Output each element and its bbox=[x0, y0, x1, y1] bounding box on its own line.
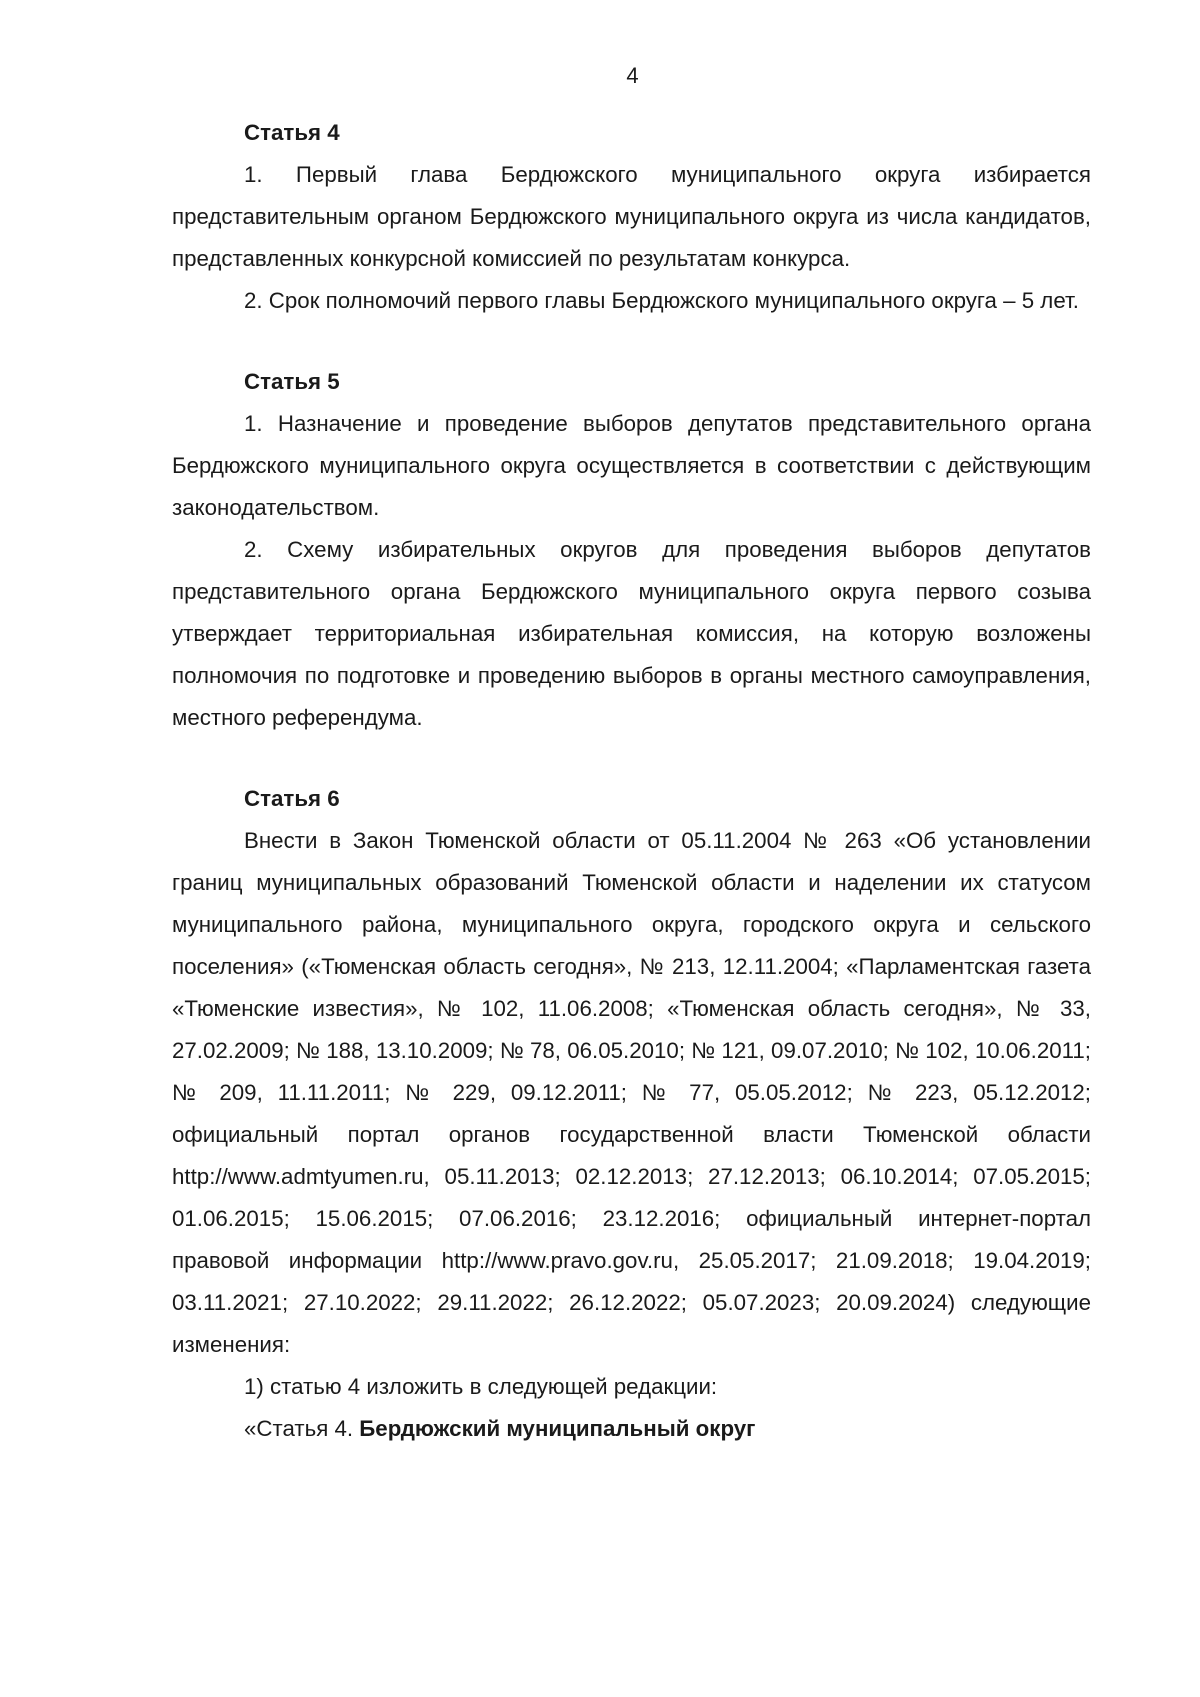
article-6-paragraph-1: Внести в Закон Тюменской области от 05.11.2004 № 263 «Об установлении границ муниципальных образований Тюменской области и наделении их статусом муниципального района, муниципального округа, городского округа и сельского поселения» («Тюменская область сегодня», № 213, 12.11.2004; «Парламентская газета «Тюменские известия», № 102, 11.06.2008; «Тюменская область сегодня», № 33, 27.02.2009; № 188, 13.10.2009; № 78, 06.05.2010; № 121, 09.07.2010; № 102, 10.06.2011; № 209, 11.11.2011; № 229, 09.12.2011; № 77, 05.05.2012; № 223, 05.12.2012; официальный портал органов государственной власти Тюменской области http://www.admtyumen.ru, 05.11.2013; 02.12.2013; 27.12.2013; 06.10.2014; 07.05.2015; 01.06.2015; 15.06.2015; 07.06.2016; 23.12.2016; официальный интернет-портал правовой информации http://www.pravo.gov.ru, 25.05.2017; 21.09.2018; 19.04.2019; 03.11.2021; 27.10.2022; 29.11.2022; 26.12.2022; 05.07.2023; 20.09.2024) следующие изменения: bbox=[172, 828, 1091, 1357]
article-6-heading: Статья 6 bbox=[244, 786, 340, 811]
quoted-article-title: Бердюжский муниципальный округ bbox=[359, 1416, 756, 1441]
article-5-paragraph-1: 1. Назначение и проведение выборов депутатов представительного органа Бердюжского муниципального округа осуществляется в соответствии с действующим законодательством. bbox=[172, 411, 1091, 520]
article-6-paragraph-3 bbox=[172, 1408, 1091, 1450]
article-4-paragraph-1: 1. Первый глава Бердюжского муниципального округа избирается представительным органом Бердюжского муниципального округа из числа кандидатов, представленных конкурсной комиссией по результатам конкурса. bbox=[172, 162, 1091, 271]
quoted-article-label: «Статья 4. bbox=[244, 1416, 360, 1441]
article-6-paragraph-2: 1) статью 4 изложить в следующей редакции: bbox=[244, 1374, 718, 1399]
article-4-heading: Статья 4 bbox=[244, 120, 340, 145]
page-number: 4 bbox=[626, 63, 639, 88]
article-5-heading: Статья 5 bbox=[244, 369, 340, 394]
article-5-paragraph-2: 2. Схему избирательных округов для проведения выборов депутатов представительного органа Бердюжского муниципального округа первого созыва утверждает территориальная избирательная комиссия, на которую возложены полномочия по подготовке и проведению выборов в органы местного самоуправления, местного референдума. bbox=[172, 537, 1091, 730]
article-4-paragraph-2: 2. Срок полномочий первого главы Бердюжского муниципального округа – 5 лет. bbox=[244, 288, 1079, 313]
document-body bbox=[172, 112, 1091, 1450]
